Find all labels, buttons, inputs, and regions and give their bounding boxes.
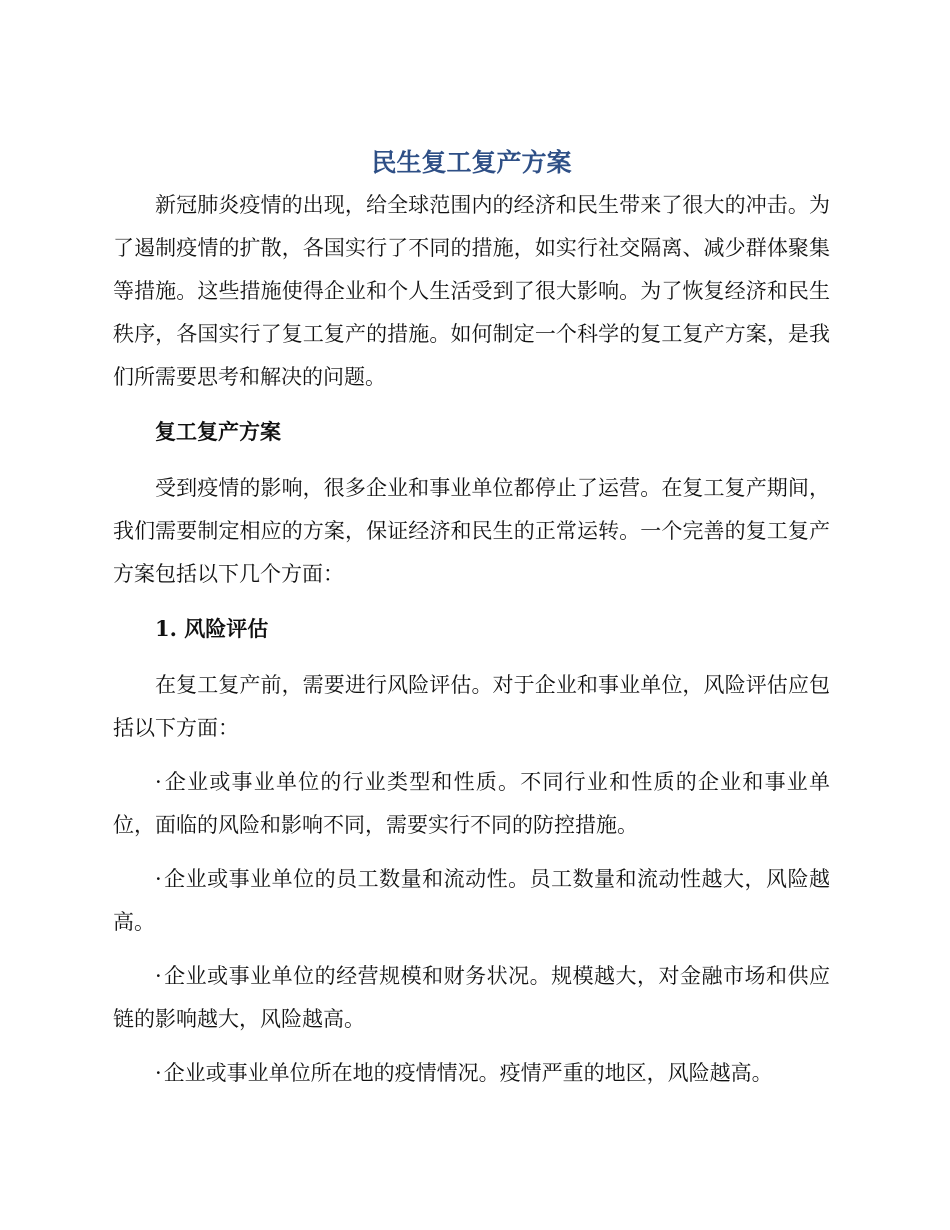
bullet-text: 企业或事业单位所在地的疫情情况。疫情严重的地区，风险越高。 [163,1061,773,1085]
bullet-dot: · [155,867,162,891]
bullet-item [113,955,830,1041]
sub-heading-risk-assessment: 1. 风险评估 [155,616,269,641]
bullet-dot: · [155,964,162,988]
bullet-text: 企业或事业单位的经营规模和财务状况。规模越大，对金融市场和供应链的影响越大，风险越高。 [113,964,830,1031]
bullet-item [113,858,830,944]
section-paragraph: 受到疫情的影响，很多企业和事业单位都停止了运营。在复工复产期间，我们需要制定相应的方案，保证经济和民生的正常运转。一个完善的复工复产方案包括以下几个方面： [113,476,830,586]
risk-assessment-paragraph: 在复工复产前，需要进行风险评估。对于企业和事业单位，风险评估应包括以下方面： [113,673,830,740]
bullet-text: 企业或事业单位的员工数量和流动性。员工数量和流动性越大，风险越高。 [113,867,830,934]
intro-paragraph: 新冠肺炎疫情的出现，给全球范围内的经济和民生带来了很大的冲击。为了遏制疫情的扩散，各国实行了不同的措施，如实行社交隔离、减少群体聚集等措施。这些措施使得企业和个人生活受到了很大影响。为了恢复经济和民生秩序，各国实行了复工复产的措施。如何制定一个科学的复工复产方案，是我们所需要思考和解决的问题。 [113,193,830,389]
bullet-dot: · [155,1061,162,1085]
bullet-dot: · [155,770,162,794]
bullet-item [113,1052,830,1095]
section-heading: 复工复产方案 [155,419,281,444]
document-title: 民生复工复产方案 [371,148,572,177]
bullet-text: 企业或事业单位的行业类型和性质。不同行业和性质的企业和事业单位，面临的风险和影响不同，需要实行不同的防控措施。 [113,770,830,837]
bullet-item [113,761,830,847]
